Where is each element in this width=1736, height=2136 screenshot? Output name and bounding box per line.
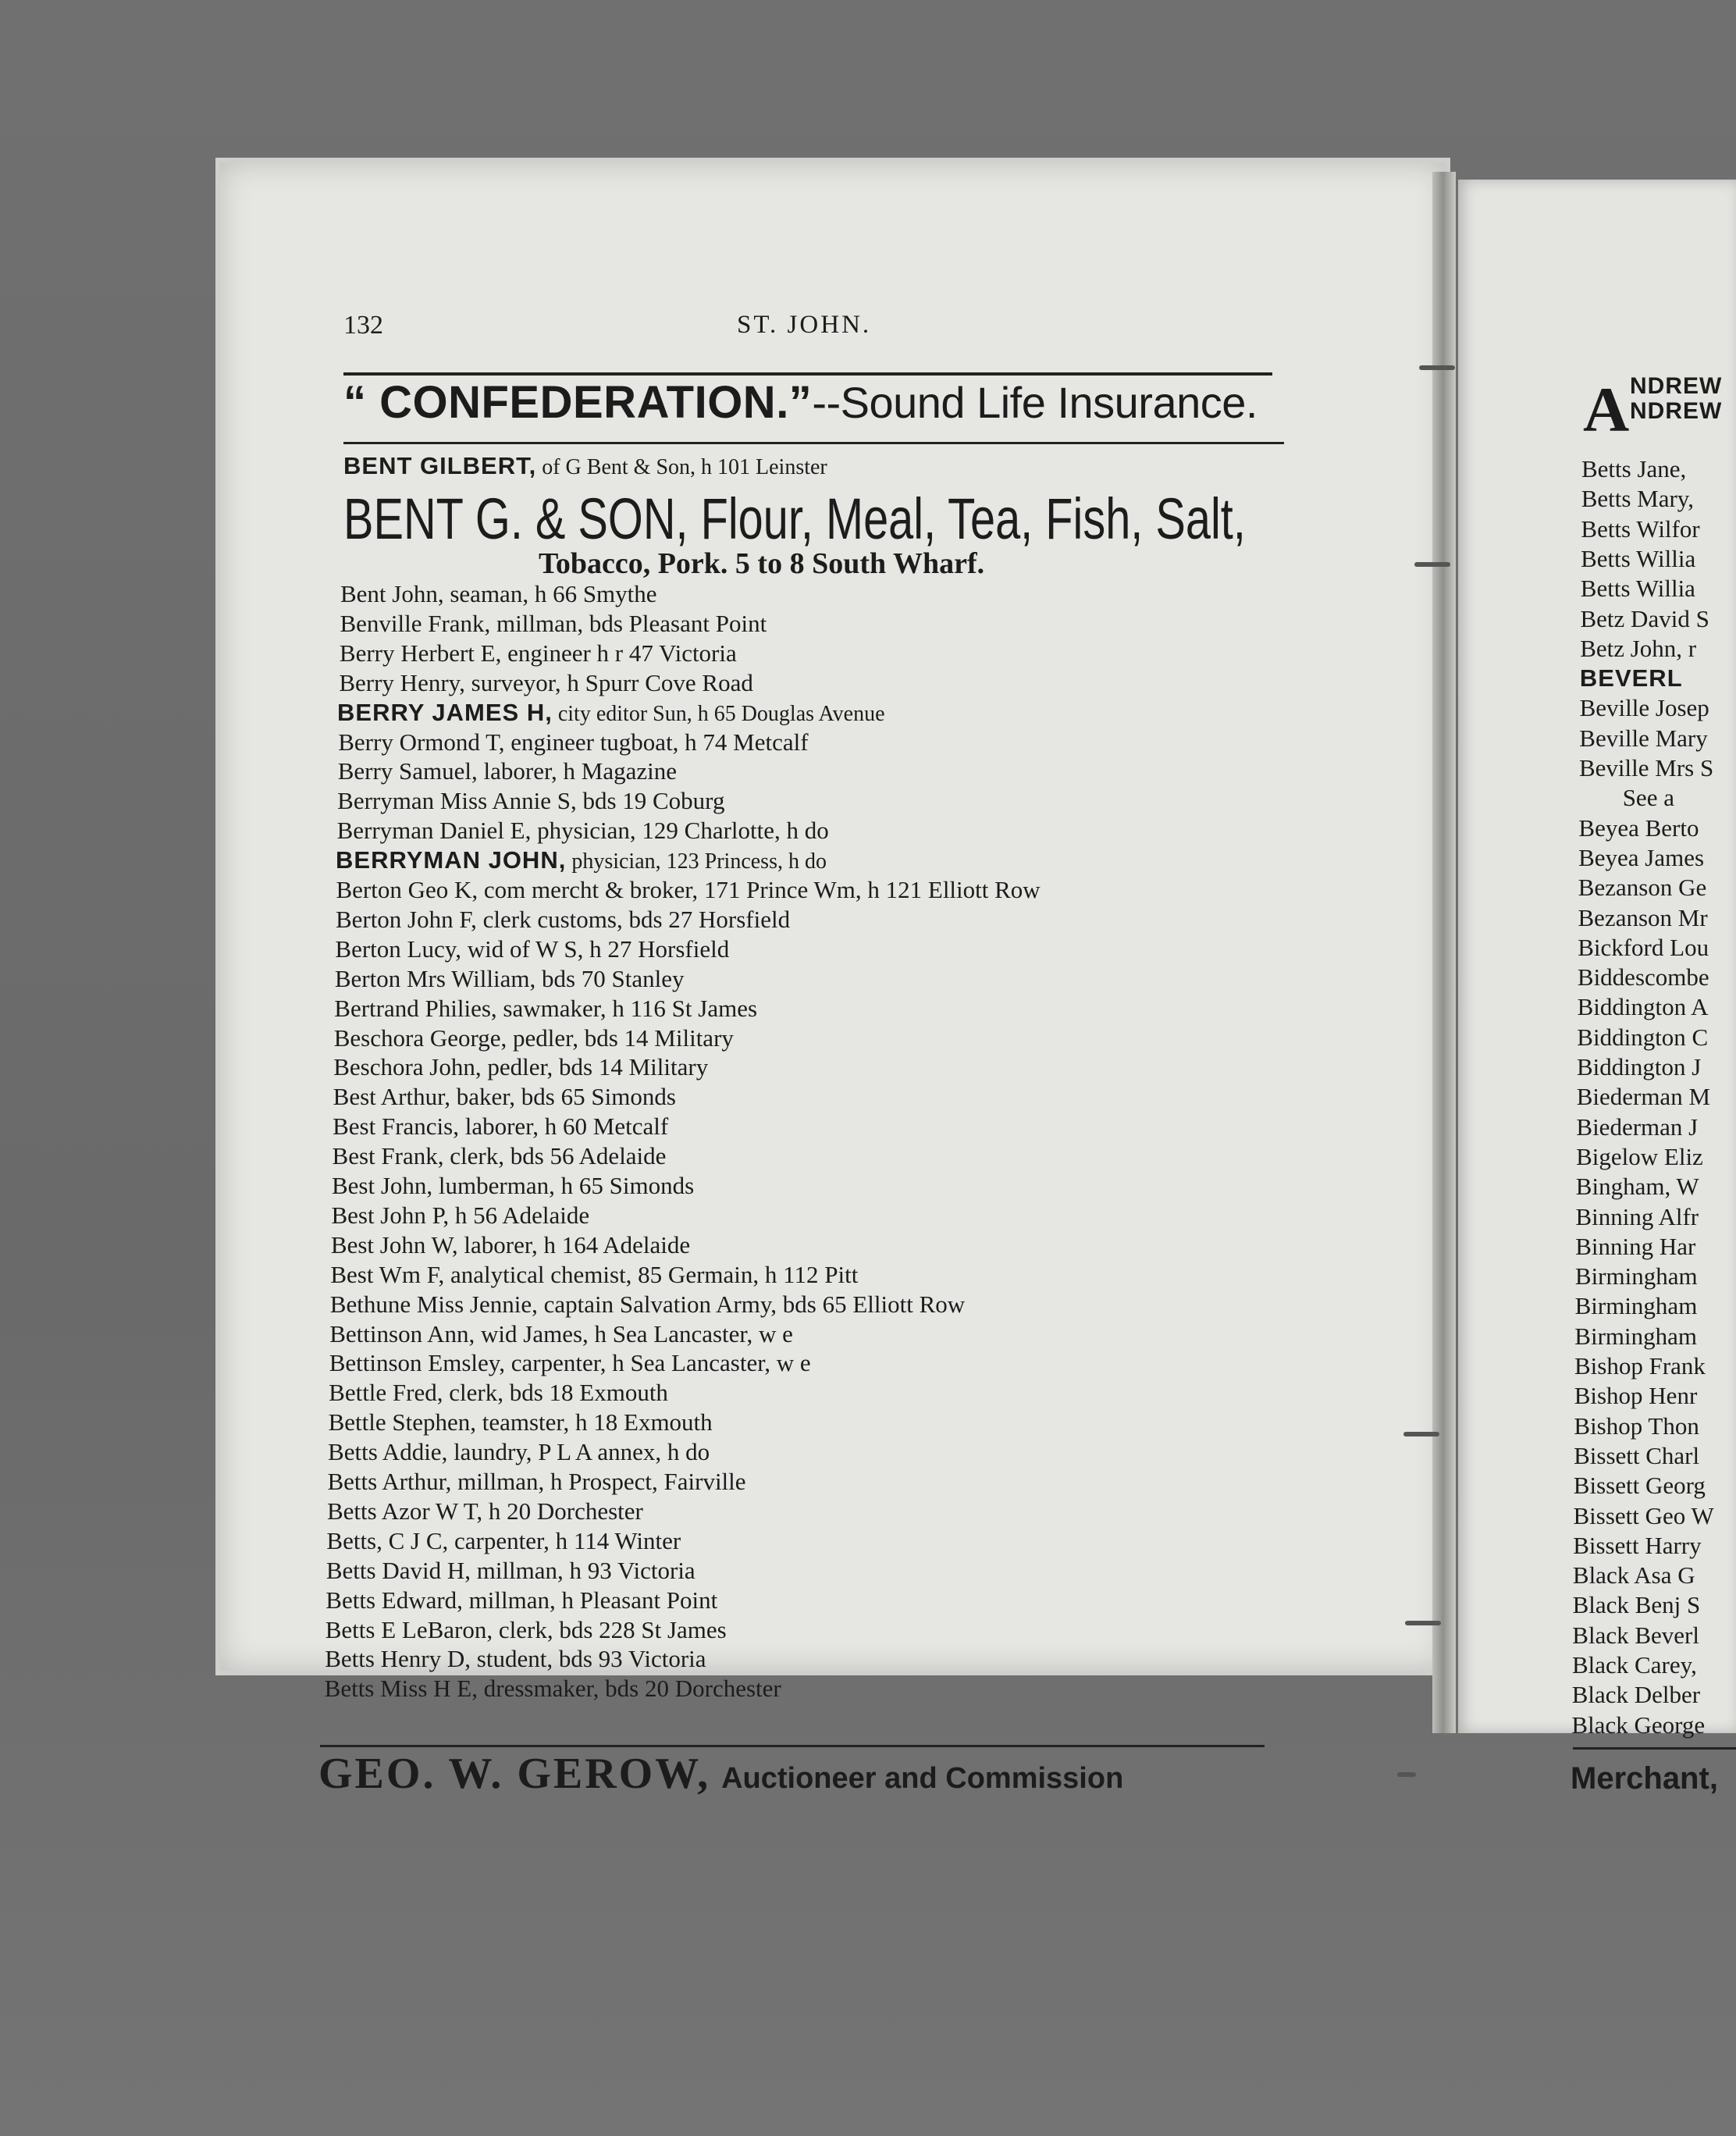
directory-entry: Bettle Fred, clerk, bds 18 Exmouth [329, 1379, 668, 1407]
directory-entry: Berry Ormond T, engineer tugboat, h 74 Metcalf [338, 728, 809, 756]
right-page-entry: Biddington C [1577, 1023, 1709, 1051]
directory-entry: Best John W, laborer, h 164 Adelaide [330, 1230, 691, 1258]
directory-entry-berryman-john [336, 846, 827, 877]
advert-regular-text: --Sound Life Insurance. [812, 378, 1258, 427]
directory-entry: Bent John, seaman, h 66 Smythe [340, 580, 657, 607]
directory-entry: Berryman Miss Annie S, bds 19 Coburg [337, 787, 725, 815]
right-page-entry: Biddington A [1577, 993, 1709, 1021]
directory-entry: Berry Samuel, laborer, h Magazine [337, 757, 678, 785]
footer-rule [320, 1745, 1265, 1747]
directory-entry: Betts Miss H E, dressmaker, bds 20 Dorchester [324, 1675, 781, 1703]
header-rule-bottom [343, 442, 1284, 444]
directory-entry: Best Arthur, baker, bds 65 Simonds [333, 1083, 676, 1111]
directory-entry-bent-gilbert [343, 451, 827, 482]
directory-entry: Best John, lumberman, h 65 Simonds [332, 1172, 695, 1199]
right-page-entry: Bingham, W [1575, 1173, 1699, 1201]
right-page-logo-line: NDREW [1630, 398, 1723, 424]
gerow-name: GEO. W. GEROW, [318, 1750, 711, 1798]
entry-name-caps: BERRY JAMES H, [337, 698, 553, 726]
right-page-entry: Black Beverl [1572, 1621, 1699, 1649]
directory-entry: Betts David H, millman, h 93 Victoria [326, 1556, 695, 1584]
directory-entry: Benville Frank, millman, bds Pleasant Point [340, 609, 767, 637]
right-page-entry: Black George [1571, 1711, 1706, 1739]
header-rule-top [343, 372, 1272, 376]
directory-entry: Berry Henry, surveyor, h Spurr Cove Road [339, 668, 753, 696]
right-page-entry: See a [1622, 784, 1674, 812]
right-page-entry: Betts Willia [1581, 544, 1696, 572]
bent-son-advert-sub: Tobacco, Pork. 5 to 8 South Wharf. [539, 547, 985, 580]
right-page-entry: Biddington J [1577, 1053, 1702, 1080]
directory-entry-berry-james [337, 698, 885, 729]
entry-name-caps: BERRYMAN JOHN, [336, 846, 567, 874]
directory-entry: Betts, C J C, carpenter, h 114 Winter [326, 1526, 681, 1554]
right-page-entry: Beville Mary [1579, 724, 1708, 752]
directory-entry: Berton Lucy, wid of W S, h 27 Horsfield [335, 934, 730, 963]
directory-entry: Betts Henry D, student, bds 93 Victoria [325, 1645, 706, 1673]
right-page-entry: Betts Jane, [1581, 455, 1687, 482]
stitch-mark [1397, 1772, 1416, 1777]
right-page-entry: Beville Mrs S [1579, 754, 1714, 781]
right-page-entry: Bishop Frank [1574, 1352, 1706, 1380]
right-page-entry: Betts Wilfor [1581, 514, 1700, 543]
right-page-entry: Betts Willia [1580, 575, 1695, 603]
entry-text: physician, 123 Princess, h do [566, 849, 827, 874]
right-page-entry: Black Asa G [1572, 1561, 1695, 1590]
directory-entry: Beschora George, pedler, bds 14 Military [333, 1024, 734, 1052]
right-page-logo-letter: A [1583, 374, 1630, 445]
right-footer-rule [1573, 1747, 1736, 1750]
right-page-footer: Merchant, [1571, 1761, 1718, 1796]
directory-entry: Berton John F, clerk customs, bds 27 Horsfield [335, 905, 791, 933]
stitch-mark [1403, 1432, 1439, 1436]
directory-entry: Betts Azor W T, h 20 Dorchester [326, 1497, 643, 1525]
directory-entry: Berton Mrs William, bds 70 Stanley [334, 964, 685, 992]
directory-entry: Beschora John, pedler, bds 14 Military [333, 1053, 709, 1081]
right-page-entry: Beville Josep [1579, 694, 1709, 722]
entry-text: city editor Sun, h 65 Douglas Avenue [552, 701, 885, 726]
right-page-entry: BEVERL [1579, 664, 1683, 692]
right-page-entry: Bezanson Ge [1578, 874, 1707, 902]
entry-text: of G Bent & Son, h 101 Leinster [536, 455, 827, 479]
stitch-mark [1419, 365, 1455, 370]
directory-entry: Betts E LeBaron, clerk, bds 228 St James [325, 1615, 727, 1643]
right-page-entry: Beyea Berto [1578, 813, 1699, 842]
right-page-entry: Bissett Geo W [1573, 1501, 1714, 1529]
directory-entry: Betts Edward, millman, h Pleasant Point [326, 1586, 718, 1614]
book-gutter [1432, 172, 1456, 1733]
stitch-mark [1414, 562, 1450, 567]
directory-entry: Bettinson Ann, wid James, h Sea Lancaster, w e [329, 1319, 793, 1347]
right-page-entry: Birmingham [1574, 1322, 1698, 1350]
right-page-logo-line: NDREW [1630, 373, 1723, 399]
right-page-entry: Bissett Georg [1573, 1472, 1706, 1500]
right-page-entry: Black Carey, [1572, 1651, 1697, 1679]
directory-entry: Best Francis, laborer, h 60 Metcalf [333, 1112, 669, 1141]
confederation-advert [343, 376, 1288, 429]
right-page-entry: Binning Har [1575, 1232, 1696, 1260]
stitch-mark [1405, 1621, 1441, 1625]
right-page-entry: Biederman J [1576, 1112, 1699, 1141]
directory-entry: Bethune Miss Jennie, captain Salvation Army, bds 65 Elliott Row [329, 1290, 966, 1318]
directory-entry: Bettle Stephen, teamster, h 18 Exmouth [328, 1408, 713, 1436]
right-page-entry: Binning Alfr [1575, 1202, 1699, 1230]
right-page-entry: Birmingham [1574, 1292, 1698, 1320]
directory-entry: Betts Addie, laundry, P L A annex, h do [328, 1438, 710, 1466]
entry-name-caps: BENT GILBERT, [343, 452, 537, 479]
right-page-entry: Betz John, r [1580, 634, 1697, 662]
directory-entry: Berton Geo K, com mercht & broker, 171 Prince Wm, h 121 Elliott Row [336, 876, 1041, 903]
advert-bold-text: “ CONFEDERATION.” [343, 377, 813, 428]
bent-son-advert: BENT G. & SON, Flour, Meal, Tea, Fish, Salt, [343, 486, 1246, 551]
right-page-entry: Black Benj S [1572, 1591, 1701, 1619]
right-page-entry: Bigelow Eliz [1576, 1142, 1703, 1170]
gerow-advert [318, 1749, 1123, 1799]
right-page-entry: Black Delber [1571, 1681, 1701, 1709]
gerow-tagline: Auctioneer and Commission [721, 1762, 1124, 1795]
right-page-entry: Biederman M [1576, 1083, 1711, 1111]
running-head: ST. JOHN. [737, 311, 872, 339]
directory-entry: Best Wm F, analytical chemist, 85 Germain, h 112 Pitt [330, 1260, 859, 1288]
directory-entry: Bertrand Philies, sawmaker, h 116 St James [334, 994, 758, 1022]
directory-entry: Berry Herbert E, engineer h r 47 Victoria [339, 639, 737, 667]
right-page-entry: Beyea James [1578, 843, 1705, 871]
right-page-entry: Bickford Lou [1578, 933, 1709, 961]
directory-entry: Berryman Daniel E, physician, 129 Charlotte, h do [336, 817, 829, 845]
right-page-entry: Bishop Thon [1574, 1412, 1699, 1440]
page-number: 132 [343, 311, 383, 340]
directory-entry: Bettinson Emsley, carpenter, h Sea Lancaster, w e [329, 1349, 811, 1377]
right-page-entry: Betts Mary, [1581, 485, 1695, 513]
right-page-entry: Bissett Harry [1573, 1531, 1702, 1559]
right-page-entry: Betz David S [1580, 604, 1709, 632]
right-page-entry: Birmingham [1574, 1262, 1698, 1290]
directory-entry: Betts Arthur, millman, h Prospect, Fairville [327, 1468, 746, 1495]
directory-entry: Best John P, h 56 Adelaide [331, 1201, 590, 1229]
right-page-entry: Biddescombe [1577, 963, 1709, 991]
right-page-entry: Bishop Henr [1574, 1382, 1698, 1410]
right-page-entry: Bissett Charl [1574, 1441, 1700, 1469]
right-page-entry: Bezanson Mr [1578, 903, 1708, 931]
directory-entry: Best Frank, clerk, bds 56 Adelaide [332, 1142, 667, 1170]
